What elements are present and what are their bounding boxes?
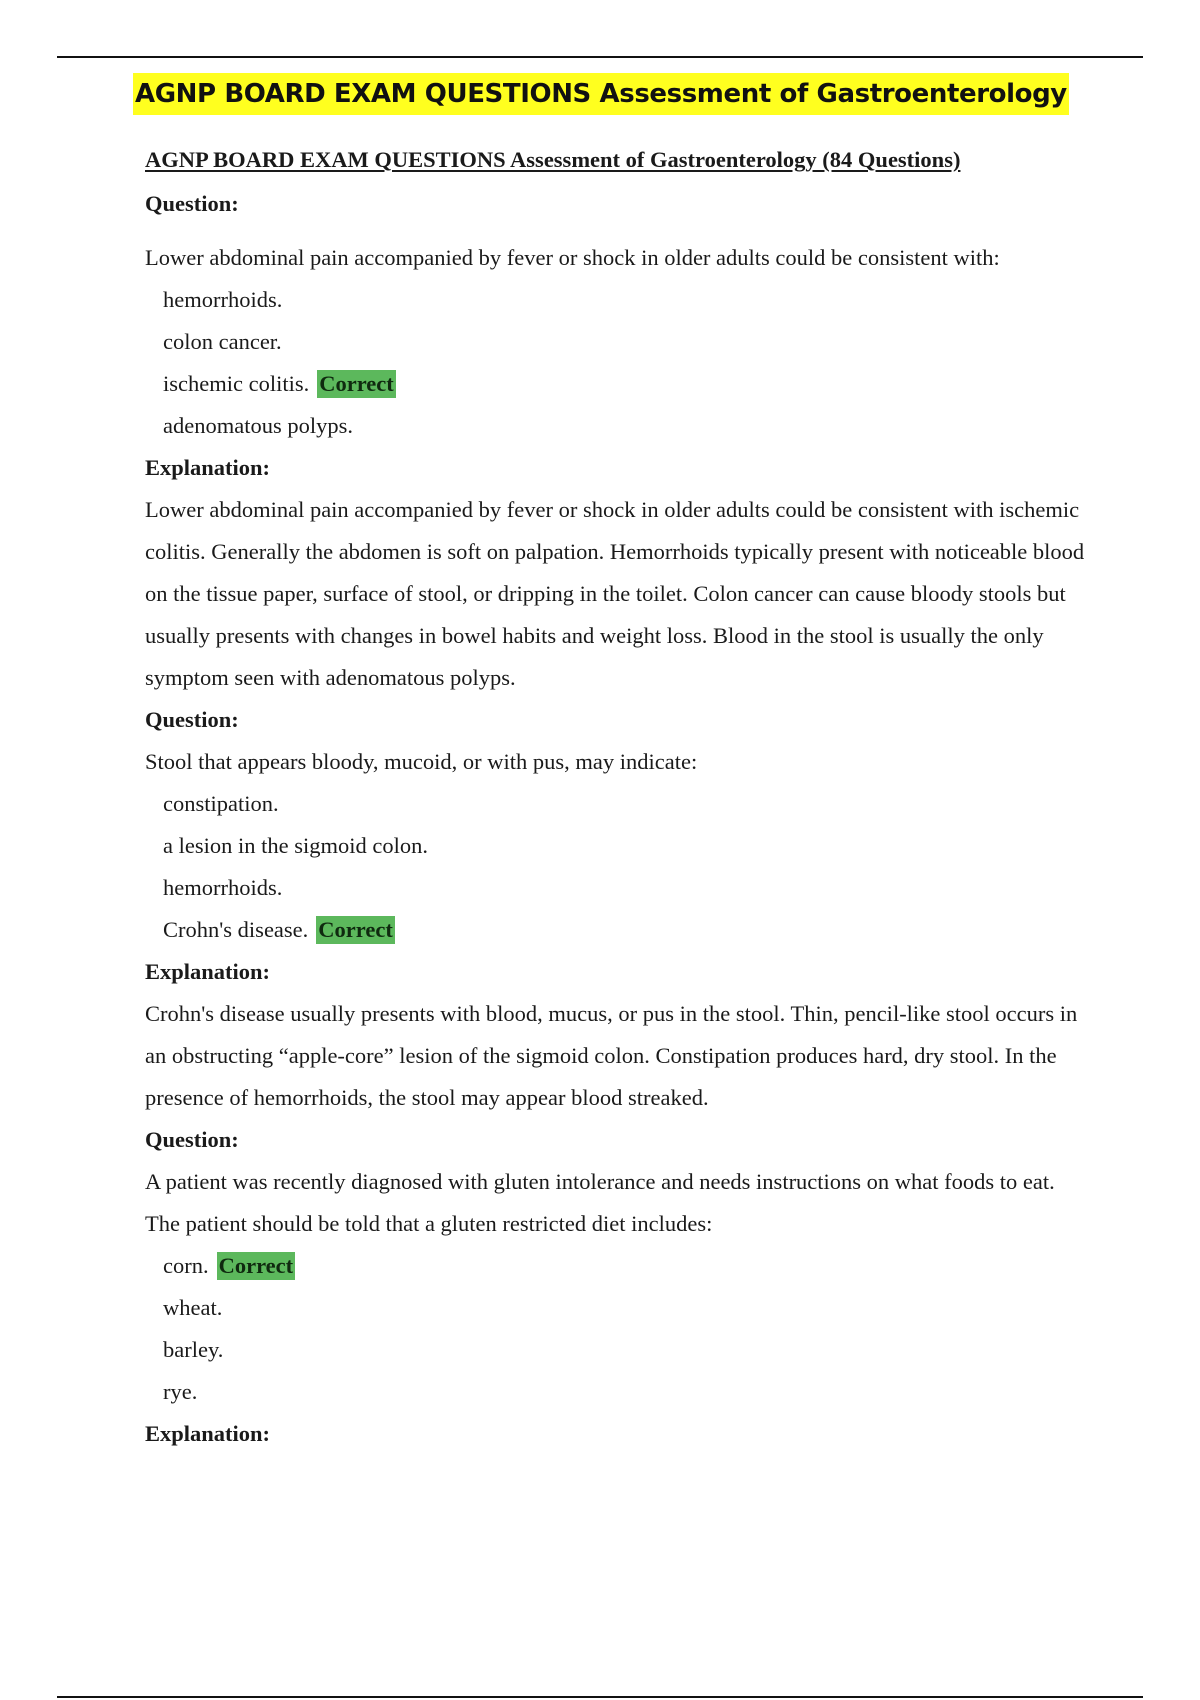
answer-option xyxy=(163,321,1085,363)
answer-option xyxy=(163,405,1085,447)
answer-option xyxy=(163,363,1085,405)
document-heading: AGNP BOARD EXAM QUESTIONS Assessment of Gastroenterology (84 Questions) xyxy=(145,147,961,172)
question-block xyxy=(145,1119,1085,1455)
answer-option-text: constipation. xyxy=(163,791,279,816)
answer-option-text: rye. xyxy=(163,1379,198,1404)
answer-options xyxy=(145,279,1085,447)
question-block xyxy=(145,699,1085,1119)
page-title: AGNP BOARD EXAM QUESTIONS Assessment of Gastroenterology xyxy=(133,73,1069,115)
question-prompt: A patient was recently diagnosed with gluten intolerance and needs instructions on what foods to eat. The patient should be told that a gluten restricted diet includes: xyxy=(145,1169,1055,1236)
answer-option-text: hemorrhoids. xyxy=(163,875,283,900)
question-label: Question: xyxy=(145,191,239,216)
explanation-label: Explanation: xyxy=(145,959,271,984)
question-block xyxy=(145,183,1085,699)
answer-option-text: hemorrhoids. xyxy=(163,287,283,312)
explanation-label: Explanation: xyxy=(145,1421,271,1446)
correct-badge: Correct xyxy=(318,917,393,942)
answer-options xyxy=(145,783,1085,951)
explanation-text: Crohn's disease usually presents with blood, mucus, or pus in the stool. Thin, pencil-like stool occurs in an obstructing “apple-core” lesion of the sigmoid colon. Constipation produces hard, dry stool. In the presence of hemorrhoids, the stool may appear blood streaked. xyxy=(145,1001,1078,1110)
answer-option-text: adenomatous polyps. xyxy=(163,413,353,438)
answer-options xyxy=(145,1245,1085,1413)
answer-option xyxy=(163,909,1085,951)
document-body xyxy=(145,143,1085,1455)
question-prompt: Lower abdominal pain accompanied by fever or shock in older adults could be consistent with: xyxy=(145,245,1000,270)
question-label: Question: xyxy=(145,1127,239,1152)
answer-option xyxy=(163,825,1085,867)
answer-option xyxy=(163,1329,1085,1371)
answer-option-text: ischemic colitis. xyxy=(163,371,310,396)
answer-option-text: Crohn's disease. xyxy=(163,917,309,942)
answer-option-text: a lesion in the sigmoid colon. xyxy=(163,833,428,858)
answer-option xyxy=(163,1245,1085,1287)
answer-option-text: colon cancer. xyxy=(163,329,282,354)
answer-option xyxy=(163,867,1085,909)
explanation-label: Explanation: xyxy=(145,455,271,480)
question-label: Question: xyxy=(145,707,239,732)
answer-option-text: corn. xyxy=(163,1253,209,1278)
correct-badge: Correct xyxy=(218,1253,294,1278)
answer-option xyxy=(163,1287,1085,1329)
explanation-text: Lower abdominal pain accompanied by fever or shock in older adults could be consistent with ischemic colitis. Generally the abdomen is soft on palpation. Hemorrhoids typically present with noticeable blood on the tissue paper, surface of stool, or dripping in the toilet. Colon cancer can cause bloody stools but usually presents with changes in bowel habits and weight loss. Blood in the stool is usually the only symptom seen with adenomatous polyps. xyxy=(145,497,1085,690)
correct-badge: Correct xyxy=(319,371,394,396)
bottom-rule xyxy=(57,1696,1143,1698)
answer-option xyxy=(163,783,1085,825)
answer-option xyxy=(163,1371,1085,1413)
answer-option-text: wheat. xyxy=(163,1295,223,1320)
answer-option xyxy=(163,279,1085,321)
question-prompt: Stool that appears bloody, mucoid, or with pus, may indicate: xyxy=(145,749,698,774)
top-rule xyxy=(57,56,1143,58)
answer-option-text: barley. xyxy=(163,1337,224,1362)
